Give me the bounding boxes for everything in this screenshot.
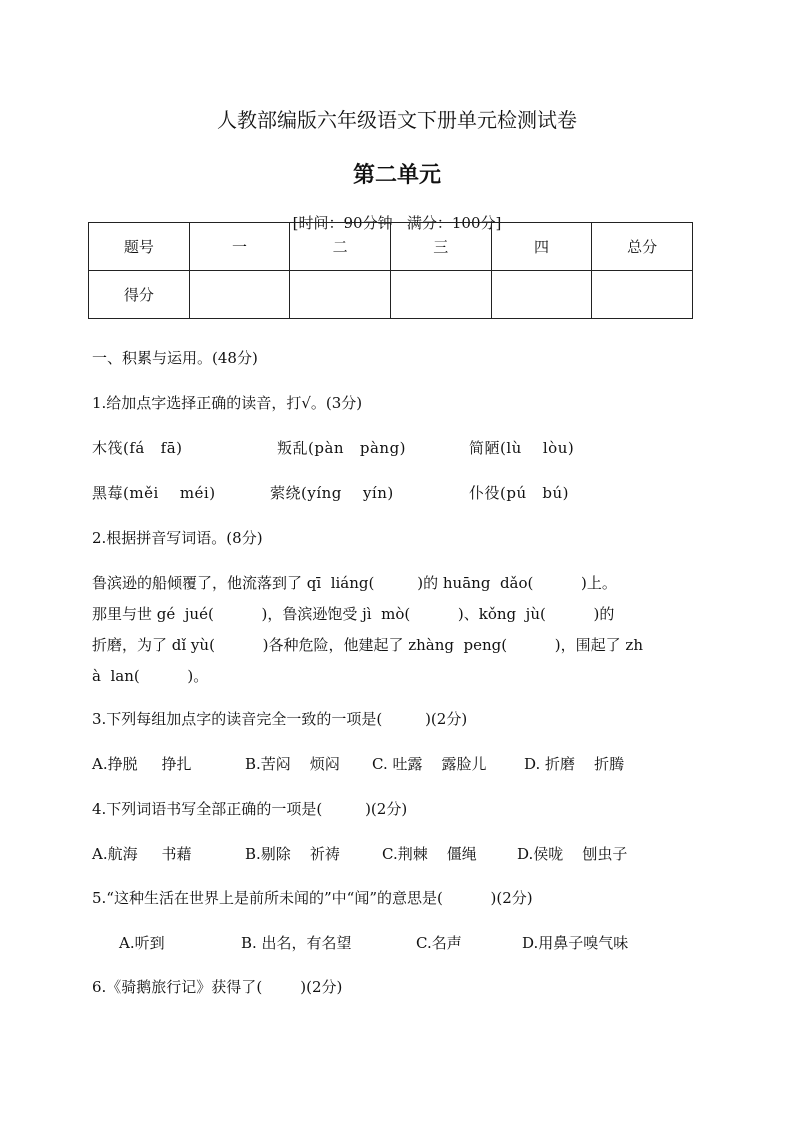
score-table-score-row (89, 271, 693, 319)
q5-option-d[interactable]: D.用鼻子嗅气味 (522, 934, 629, 952)
q4-option-b[interactable]: B.剔除 祈祷 (245, 845, 340, 863)
q1-item: 萦绕(yíng yín) (270, 484, 394, 502)
q1-item: 简陋(lù lòu) (469, 439, 575, 457)
table-cell: 二 (290, 223, 391, 271)
q1-item: 木筏(fá fā) (92, 439, 183, 457)
q2-line: 鲁滨逊的船倾覆了，他流落到了 qī liáng( )的 huāng dǎo( )上。 (92, 574, 617, 592)
table-cell: 题号 (89, 223, 190, 271)
q3-option-a[interactable]: A.挣脱 挣扎 (92, 755, 192, 773)
table-cell: 总分 (592, 223, 693, 271)
score-table-header-row (89, 223, 693, 271)
q3-option-b[interactable]: B.苦闷 烦闷 (245, 755, 340, 773)
section-heading: 一、积累与运用。(48分) (92, 349, 258, 367)
table-cell: 三 (390, 223, 491, 271)
question-5-stem: 5.“这种生活在世界上是前所未闻的”中“闻”的意思是( )(2分) (92, 889, 533, 907)
score-cell[interactable] (592, 271, 693, 319)
q5-option-b[interactable]: B. 出名，有名望 (241, 934, 352, 952)
question-3-stem: 3.下列每组加点字的读音完全一致的一项是( )(2分) (92, 710, 468, 728)
table-cell: 得分 (89, 271, 190, 319)
question-1-stem: 1.给加点字选择正确的读音，打√。(3分) (92, 394, 363, 412)
question-6-stem: 6.《骑鹅旅行记》获得了( )(2分) (92, 978, 343, 996)
unit-title: 第二单元 (352, 162, 441, 188)
score-table (88, 222, 693, 319)
q1-item: 黑莓(měi méi) (92, 484, 216, 502)
q2-line: 那里与世 gé jué( )，鲁滨逊饱受 jì mò( )、kǒng jù( )的 (92, 605, 615, 623)
q4-option-a[interactable]: A.航海 书藉 (92, 845, 192, 863)
q5-option-c[interactable]: C.名声 (416, 934, 462, 952)
q1-item: 仆役(pú bú) (469, 484, 570, 502)
exam-title: 人教部编版六年级语文下册单元检测试卷 (217, 108, 577, 132)
question-2-stem: 2.根据拼音写词语。(8分) (92, 529, 263, 547)
q3-option-d[interactable]: D. 折磨 折腾 (524, 755, 625, 773)
q5-option-a[interactable]: A.听到 (119, 934, 165, 952)
table-cell: 四 (491, 223, 592, 271)
score-cell[interactable] (189, 271, 290, 319)
q4-option-d[interactable]: D.侯咙 刨虫子 (517, 845, 628, 863)
q3-option-c[interactable]: C. 吐露 露脸儿 (372, 755, 487, 773)
score-cell[interactable] (390, 271, 491, 319)
time-info: [时间：90分钟 满分：100分] (292, 214, 502, 232)
score-cell[interactable] (491, 271, 592, 319)
q1-item: 叛乱(pàn pàng) (277, 439, 407, 457)
q2-line: à lan( )。 (92, 667, 209, 685)
q2-line: 折磨，为了 dǐ yù( )各种危险，他建起了 zhàng peng( )，围起了 zh (92, 636, 643, 654)
q4-option-c[interactable]: C.荆棘 僵绳 (382, 845, 477, 863)
question-4-stem: 4.下列词语书写全部正确的一项是( )(2分) (92, 800, 408, 818)
table-cell: 一 (189, 223, 290, 271)
score-cell[interactable] (290, 271, 391, 319)
